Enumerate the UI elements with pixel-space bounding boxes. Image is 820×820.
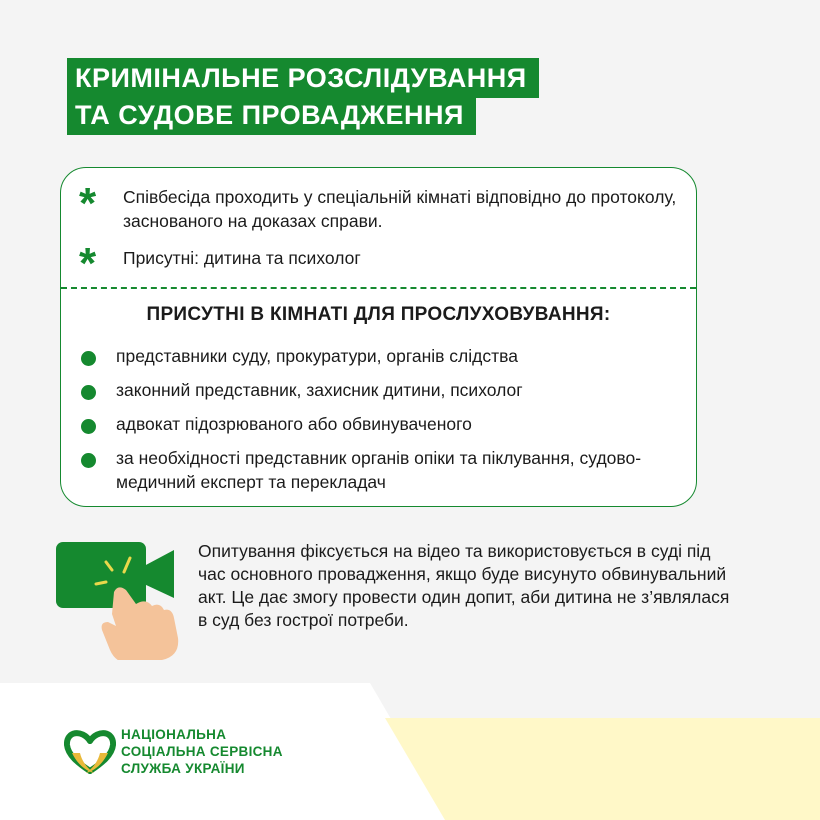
bullet-dot-icon [81,351,96,366]
card-asterisk-item: Співбесіда проходить у спеціальній кімнаті відповідно до протоколу, заснованого на доказах справи. [123,187,677,231]
bullet-dot-icon [81,385,96,400]
video-note-text: Опитування фіксується на відео та використовується в суді під час основного провадження, якщо буде висунуто обвинувальний акт. Це дає змогу провести один допит, аби дитина не з’являлася в суд без гострої потреби. [198,541,730,630]
organization-name [121,726,283,777]
asterisk-icon: * [79,179,97,228]
card-asterisk-item: Присутні: дитина та психолог [123,248,361,268]
asterisk-icon: * [79,239,97,288]
org-name-line: СОЦІАЛЬНА СЕРВІСНА [121,744,283,759]
org-name-line: НАЦІОНАЛЬНА [121,727,227,742]
list-item: за необхідності представник органів опіки та піклування, судово-медичний експерт та перекладач [116,448,642,492]
card-section-heading: ПРИСУТНІ В КІМНАТІ ДЛЯ ПРОСЛУХОВУВАННЯ: [146,304,611,325]
list-item: адвокат підозрюваного або обвинуваченого [116,414,472,434]
bullet-dot-icon [81,453,96,468]
video-camera-touch-icon [50,540,190,660]
dashed-divider [61,287,696,289]
page-title-line-2: ТА СУДОВЕ ПРОВАДЖЕННЯ [67,95,476,135]
info-card [60,167,697,507]
heart-hands-logo [64,727,116,775]
list-item: законний представник, захисник дитини, психолог [116,380,523,400]
org-name-line: СЛУЖБА УКРАЇНИ [121,761,245,776]
list-item: представники суду, прокуратури, органів слідства [116,346,518,366]
bullet-dot-icon [81,419,96,434]
page-title-line-1: КРИМІНАЛЬНЕ РОЗСЛІДУВАННЯ [67,58,539,98]
